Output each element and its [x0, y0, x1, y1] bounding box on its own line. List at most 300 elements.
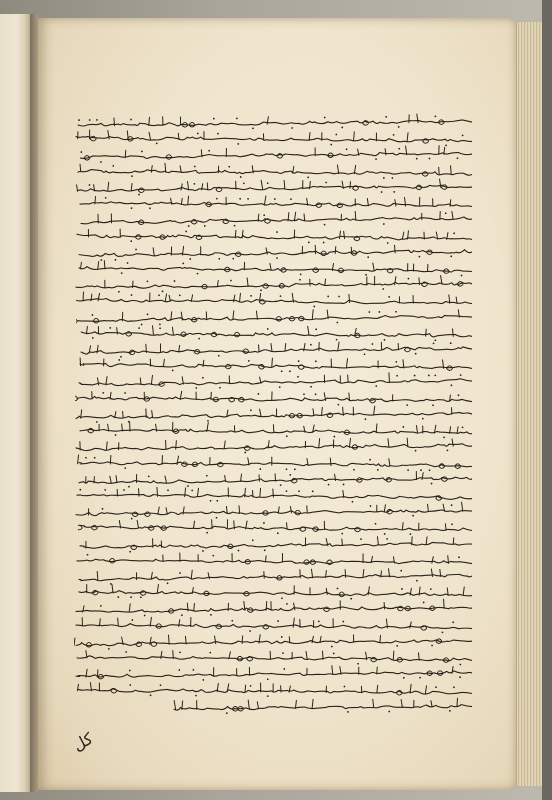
loop-stroke — [78, 526, 82, 531]
diacritic-dot — [402, 426, 404, 428]
ascender-stroke — [419, 278, 420, 285]
ascender-stroke — [384, 505, 385, 512]
ascender-stroke — [217, 281, 218, 287]
ascender-stroke — [252, 490, 253, 496]
ascender-stroke — [248, 457, 249, 464]
ascender-stroke — [208, 573, 209, 579]
ascender-stroke — [122, 424, 123, 431]
ascender-stroke — [416, 426, 417, 434]
diacritic-dot — [179, 572, 181, 574]
ascender-stroke — [239, 506, 240, 514]
diacritic-dot — [85, 456, 87, 458]
diacritic-dot — [198, 338, 200, 340]
diacritic-dot — [117, 596, 119, 598]
diacritic-dot — [451, 504, 453, 506]
diacritic-dot — [115, 434, 117, 436]
ascender-stroke — [115, 411, 116, 417]
ascender-stroke — [97, 572, 98, 581]
diacritic-dot — [428, 375, 430, 377]
ascender-stroke — [176, 441, 177, 449]
ascender-stroke — [166, 508, 167, 515]
diacritic-dot — [277, 533, 279, 535]
ascender-stroke — [242, 636, 243, 644]
ascender-stroke — [272, 358, 273, 367]
diacritic-dot — [267, 328, 269, 330]
ascender-stroke — [354, 132, 355, 141]
diacritic-dot — [315, 328, 317, 330]
diacritic-dot — [267, 679, 269, 681]
ascender-stroke — [78, 454, 79, 463]
diacritic-dot — [89, 184, 91, 186]
ascender-stroke — [307, 506, 308, 513]
ascender-stroke — [388, 439, 389, 447]
ascender-stroke — [261, 180, 262, 189]
ascender-stroke — [207, 183, 208, 190]
diacritic-dot — [375, 159, 377, 161]
ascender-stroke — [248, 700, 249, 709]
ascender-stroke — [91, 294, 92, 301]
ascender-stroke — [80, 164, 81, 172]
diacritic-dot — [277, 620, 279, 622]
background-strip — [542, 0, 552, 800]
ascender-stroke — [228, 604, 229, 611]
diacritic-dot — [124, 392, 126, 394]
ascender-stroke — [80, 358, 81, 366]
diacritic-dot — [267, 182, 269, 184]
diacritic-dot — [337, 588, 339, 590]
diacritic-dot — [325, 181, 327, 183]
diacritic-dot — [396, 375, 398, 377]
loop-stroke — [131, 545, 137, 550]
baseline-stroke — [78, 688, 472, 694]
diacritic-dot — [283, 668, 285, 670]
ascender-stroke — [407, 133, 408, 141]
ascender-stroke — [346, 359, 347, 368]
diacritic-dot — [415, 450, 417, 452]
diacritic-dot — [112, 165, 114, 167]
ascender-stroke — [271, 344, 272, 352]
diacritic-dot — [372, 343, 374, 345]
diacritic-dot — [324, 117, 326, 119]
diacritic-dot — [435, 686, 437, 688]
stacked-page-edges — [516, 22, 543, 786]
facing-page-edge — [0, 14, 31, 792]
diacritic-dot — [121, 272, 123, 274]
ascender-stroke — [97, 378, 98, 385]
ascender-stroke — [295, 700, 296, 708]
diacritic-dot — [449, 710, 451, 712]
ascender-stroke — [260, 488, 261, 497]
ascender-stroke — [129, 604, 130, 612]
diacritic-dot — [210, 500, 212, 502]
diacritic-dot — [457, 158, 459, 160]
ascender-stroke — [130, 422, 131, 431]
ascender-stroke — [259, 345, 260, 351]
diacritic-dot — [299, 279, 301, 281]
diacritic-dot — [158, 295, 160, 297]
diacritic-dot — [87, 554, 89, 556]
ascender-stroke — [308, 326, 310, 335]
ascender-stroke — [393, 651, 394, 660]
baseline-stroke — [76, 282, 472, 290]
ascender-stroke — [235, 230, 236, 237]
ascender-stroke — [326, 538, 328, 545]
diacritic-dot — [217, 133, 219, 135]
ascender-stroke — [350, 182, 351, 189]
diacritic-dot — [308, 241, 310, 243]
diacritic-dot — [398, 148, 400, 150]
ascender-stroke — [127, 131, 128, 139]
baseline-stroke — [78, 120, 472, 127]
diacritic-dot — [131, 619, 133, 621]
ascender-stroke — [165, 294, 166, 301]
ascender-stroke — [284, 180, 285, 189]
diacritic-dot — [431, 482, 433, 484]
baseline-stroke — [80, 152, 472, 160]
ascender-stroke — [338, 342, 339, 350]
loop-stroke — [86, 642, 92, 647]
diacritic-dot — [131, 295, 133, 297]
diacritic-dot — [131, 175, 133, 177]
loop-stroke — [321, 251, 327, 256]
ascender-stroke — [309, 133, 310, 141]
diacritic-dot — [263, 522, 265, 524]
ascender-stroke — [234, 295, 235, 302]
diacritic-dot — [393, 191, 395, 193]
diacritic-dot — [346, 149, 348, 151]
ascender-stroke — [319, 439, 320, 448]
ascender-stroke — [326, 589, 327, 595]
diacritic-dot — [324, 224, 326, 226]
diacritic-dot — [212, 555, 214, 557]
baseline-stroke — [80, 201, 472, 207]
diacritic-dot — [286, 468, 288, 470]
diacritic-dot — [282, 652, 284, 654]
diacritic-dot — [80, 152, 82, 154]
diacritic-dot — [460, 375, 462, 377]
diacritic-dot — [276, 257, 278, 259]
diacritic-dot — [247, 198, 249, 200]
diacritic-dot — [388, 296, 390, 298]
diacritic-dot — [315, 393, 317, 395]
diacritic-dot — [459, 677, 461, 679]
ascender-stroke — [97, 345, 98, 353]
ascender-stroke — [212, 520, 213, 529]
diacritic-dot — [109, 327, 111, 329]
diacritic-dot — [445, 213, 447, 215]
ascender-stroke — [293, 166, 294, 173]
ascender-stroke — [450, 200, 451, 207]
ascender-stroke — [349, 295, 350, 303]
diacritic-dot — [228, 165, 230, 167]
diacritic-dot — [89, 119, 91, 121]
baseline-stroke — [76, 606, 472, 613]
loop-stroke — [93, 318, 99, 323]
diacritic-dot — [274, 198, 276, 200]
diacritic-dot — [179, 295, 181, 297]
ascender-stroke — [108, 182, 109, 191]
ascender-stroke — [203, 361, 204, 367]
diacritic-dot — [280, 296, 282, 298]
diacritic-dot — [243, 182, 245, 184]
baseline-stroke — [174, 704, 472, 711]
ascender-stroke — [354, 165, 355, 173]
ascender-stroke — [377, 667, 378, 674]
diacritic-dot — [276, 231, 278, 233]
ascender-stroke — [290, 507, 291, 514]
diacritic-dot — [451, 524, 453, 526]
diacritic-dot — [370, 505, 372, 507]
diacritic-dot — [78, 119, 80, 121]
script-strokes — [172, 696, 472, 715]
ascender-stroke — [431, 700, 432, 706]
ascender-stroke — [345, 570, 346, 578]
ascender-stroke — [425, 685, 426, 692]
diacritic-dot — [140, 597, 142, 599]
ascender-stroke — [123, 411, 124, 417]
diacritic-dot — [312, 490, 314, 492]
diacritic-dot — [237, 143, 239, 145]
diacritic-dot — [451, 385, 453, 387]
ascender-stroke — [457, 427, 458, 434]
ascender-stroke — [164, 359, 165, 366]
diacritic-dot — [147, 313, 149, 315]
loop-stroke — [213, 397, 219, 402]
ascender-stroke — [322, 651, 323, 659]
diacritic-dot — [327, 296, 329, 298]
diacritic-dot — [434, 375, 436, 377]
baseline-stroke — [76, 411, 472, 418]
loop-stroke — [126, 331, 132, 336]
ascender-stroke — [241, 474, 242, 481]
ascender-stroke — [153, 247, 154, 255]
ascender-stroke — [426, 536, 427, 544]
ascender-stroke — [149, 133, 151, 140]
diacritic-dot — [419, 677, 421, 679]
ascender-stroke — [168, 635, 169, 644]
ascender-stroke — [180, 165, 181, 172]
diacritic-dot — [408, 278, 410, 280]
ascender-stroke — [181, 198, 182, 204]
ascender-stroke — [325, 279, 326, 286]
diacritic-dot — [174, 280, 176, 282]
diacritic-dot — [341, 127, 343, 129]
loop-stroke — [396, 690, 402, 695]
diacritic-dot — [129, 670, 131, 672]
diacritic-dot — [216, 500, 218, 502]
baseline-stroke — [80, 541, 472, 549]
diacritic-dot — [335, 134, 337, 136]
ascender-stroke — [98, 262, 99, 269]
ascender-stroke — [122, 312, 123, 320]
diacritic-dot — [178, 669, 180, 671]
ascender-stroke — [125, 151, 126, 158]
diacritic-dot — [206, 532, 208, 534]
baseline-stroke — [80, 363, 472, 369]
ascender-stroke — [227, 410, 228, 417]
baseline-stroke — [76, 444, 472, 452]
baseline-stroke — [80, 428, 472, 434]
ascender-stroke — [402, 232, 404, 239]
ascender-stroke — [150, 617, 151, 626]
ascender-stroke — [307, 458, 308, 465]
diacritic-dot — [375, 523, 377, 525]
diacritic-dot — [141, 151, 143, 153]
diacritic-dot — [286, 603, 288, 605]
ascender-stroke — [385, 149, 386, 155]
diacritic-dot — [240, 176, 242, 178]
diacritic-dot — [252, 539, 254, 541]
ascender-stroke — [395, 245, 396, 253]
ascender-stroke — [118, 443, 119, 450]
loop-stroke — [181, 332, 187, 337]
book-gutter — [30, 14, 38, 792]
diacritic-dot — [193, 183, 195, 185]
ascender-stroke — [197, 488, 198, 496]
diacritic-dot — [290, 198, 292, 200]
ascender-stroke — [187, 604, 188, 612]
ascender-stroke — [373, 263, 374, 271]
diacritic-dot — [328, 483, 330, 485]
diacritic-dot — [343, 483, 345, 485]
ascender-stroke — [157, 585, 158, 594]
diacritic-dot — [385, 116, 387, 118]
baseline-stroke — [77, 234, 472, 240]
ascender-stroke — [83, 606, 84, 612]
ascender-stroke — [410, 684, 411, 693]
baseline-stroke — [80, 526, 472, 532]
ascender-stroke — [87, 326, 88, 333]
loop-stroke — [76, 318, 78, 323]
loop-stroke — [263, 624, 269, 629]
diacritic-dot — [415, 353, 417, 355]
diacritic-dot — [167, 489, 169, 491]
diacritic-dot — [318, 620, 320, 622]
diacritic-dot — [263, 215, 265, 217]
ascender-stroke — [452, 439, 453, 446]
ascender-stroke — [452, 667, 453, 674]
ascender-stroke — [377, 536, 378, 544]
diacritic-dot — [412, 515, 414, 517]
ascender-stroke — [462, 502, 463, 511]
diacritic-dot — [160, 684, 162, 686]
diacritic-dot — [185, 230, 187, 232]
diacritic-dot — [94, 456, 96, 458]
diacritic-dot — [364, 353, 366, 355]
diacritic-dot — [386, 538, 388, 540]
diacritic-dot — [250, 295, 252, 297]
diacritic-dot — [102, 392, 104, 394]
baseline-stroke — [79, 379, 472, 386]
diacritic-dot — [458, 394, 460, 396]
diacritic-dot — [130, 119, 132, 121]
diacritic-dot — [289, 474, 291, 476]
ascender-stroke — [233, 310, 234, 319]
ascender-stroke — [104, 261, 105, 269]
diacritic-dot — [129, 684, 131, 686]
diacritic-dot — [148, 475, 150, 477]
baseline-stroke — [76, 623, 472, 629]
ascender-stroke — [321, 407, 322, 415]
ascender-stroke — [180, 391, 182, 399]
ascender-stroke — [457, 698, 458, 706]
ascender-stroke — [234, 521, 235, 529]
diacritic-dot — [239, 198, 241, 200]
ascender-stroke — [90, 682, 91, 690]
baseline-stroke — [77, 493, 472, 499]
diacritic-dot — [202, 377, 204, 379]
diacritic-dot — [344, 685, 346, 687]
diacritic-dot — [368, 311, 370, 313]
ascender-stroke — [152, 410, 153, 417]
ascender-stroke — [182, 701, 183, 710]
ascender-stroke — [349, 393, 350, 401]
diacritic-dot — [433, 342, 435, 344]
ascender-stroke — [313, 409, 314, 416]
diacritic-dot — [131, 207, 133, 209]
diacritic-dot — [310, 344, 312, 346]
ascender-stroke — [98, 294, 99, 302]
diacritic-dot — [244, 452, 246, 454]
ascender-stroke — [395, 200, 396, 206]
diacritic-dot — [452, 621, 454, 623]
diacritic-dot — [226, 712, 228, 714]
manuscript-line — [172, 696, 472, 715]
diacritic-dot — [149, 207, 151, 209]
ascender-stroke — [131, 183, 132, 190]
diacritic-dot — [264, 549, 266, 551]
diacritic-dot — [342, 620, 344, 622]
ascender-stroke — [389, 373, 390, 382]
diacritic-dot — [195, 694, 197, 696]
diacritic-dot — [450, 342, 452, 344]
ascender-stroke — [342, 539, 343, 545]
ascender-stroke — [152, 326, 153, 335]
diacritic-dot — [369, 458, 371, 460]
diacritic-dot — [458, 556, 460, 558]
diacritic-dot — [248, 360, 250, 362]
diacritic-dot — [393, 134, 395, 136]
diacritic-dot — [281, 636, 283, 638]
diacritic-dot — [259, 468, 261, 470]
diacritic-dot — [431, 644, 433, 646]
diacritic-dot — [303, 393, 305, 395]
diacritic-dot — [172, 370, 174, 372]
ascender-stroke — [217, 683, 218, 691]
ascender-stroke — [377, 685, 378, 693]
baseline-stroke — [79, 574, 472, 581]
ascender-stroke — [149, 117, 150, 125]
loop-stroke — [192, 462, 198, 467]
diacritic-dot — [381, 191, 383, 193]
diacritic-dot — [347, 711, 349, 713]
loop-stroke — [422, 171, 428, 176]
ascender-stroke — [95, 197, 96, 204]
ascender-stroke — [428, 504, 429, 511]
diacritic-dot — [429, 158, 431, 160]
diacritic-dot — [125, 651, 127, 653]
ascender-stroke — [440, 212, 441, 220]
ascender-stroke — [171, 311, 172, 319]
ascender-stroke — [74, 638, 75, 645]
ascender-stroke — [312, 309, 313, 318]
ascender-stroke — [165, 476, 166, 482]
ascender-stroke — [256, 311, 257, 319]
ascender-stroke — [158, 507, 160, 514]
diacritic-dot — [430, 588, 432, 590]
ascender-stroke — [463, 587, 464, 595]
ascender-stroke — [335, 246, 336, 253]
